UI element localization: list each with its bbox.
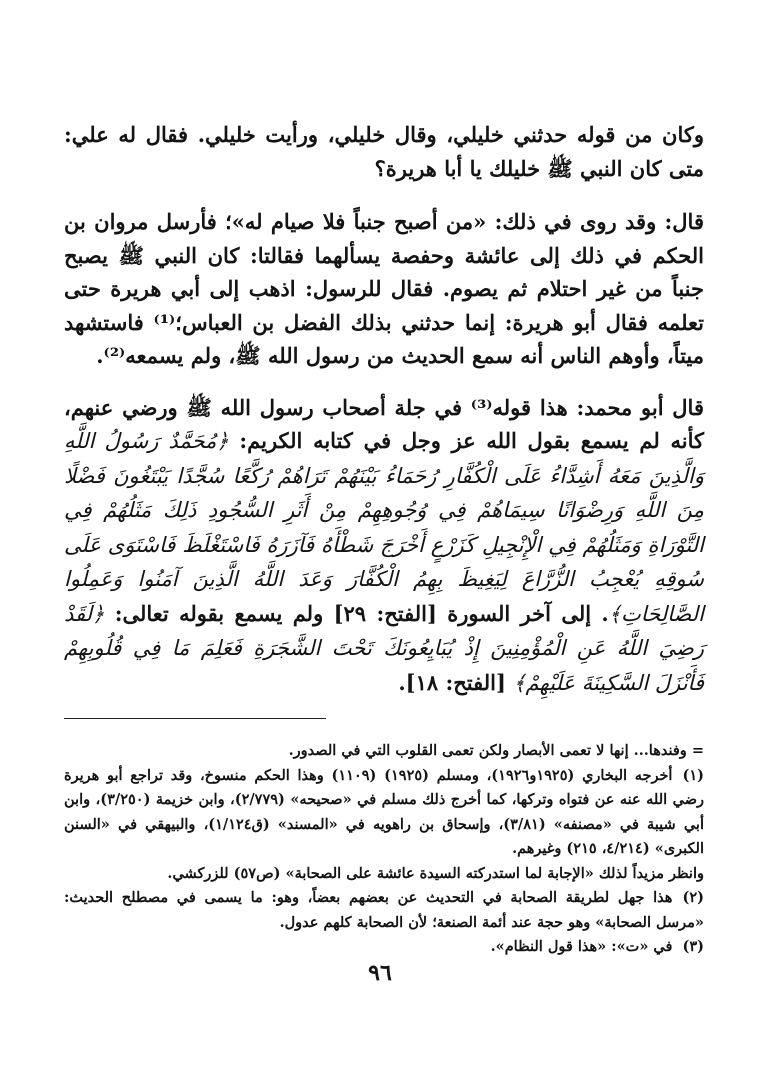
footnote-number: (١) — [682, 766, 705, 784]
paragraph-3-intro: قال أبو محمد: هذا قوله⁽³⁾ في جلة أصحاب رسول الله ﷺ ورضي عنهم، كأنه لم يسمع بقول الله عز وجل في كتابه الكريم: — [64, 394, 704, 453]
quran-verse-fath-29: ﴿مُحَمَّدٌ رَسُولُ اللَّهِ وَالَّذِينَ مَعَهُ أَشِدَّاءُ عَلَى الْكُفَّارِ رُحَمَاءُ بَيْنَهُمْ تَرَاهُمْ رُكَّعًا سُجَّدًا يَبْتَغُونَ فَضْلًا مِنَ اللَّهِ وَرِضْوَانًا سِيمَاهُمْ فِي وُجُوهِهِمْ مِنْ أَثَرِ السُّجُودِ ذَلِكَ مَثَلُهُمْ فِي التَّوْرَاةِ وَمَثَلُهُمْ فِي الْإِنْجِيلِ كَزَرْعٍ أَخْرَجَ شَطْأَهُ فَآزَرَهُ فَاسْتَغْلَظَ فَاسْتَوَى عَلَى سُوقِهِ يُعْجِبُ الزُّرَّاعَ لِيَغِيظَ بِهِمُ الْكُفَّارَ وَعَدَ اللَّهُ الَّذِينَ آمَنُوا وَعَمِلُوا الصَّالِحَاتِ﴾ — [64, 429, 705, 626]
footnote-1-continued — [64, 862, 704, 887]
page-number: ٩٦ — [368, 960, 392, 986]
footnote-number: (٣) — [682, 938, 704, 955]
footnote-text: = وفندها... إنها لا تعمى الأبصار ولكن تعمى القلوب التي في الصدور. — [288, 742, 704, 759]
footnote-text: في «ت»: «هذا قول النظام». — [490, 938, 673, 955]
footnote-2 — [64, 886, 704, 935]
footnote-text: أخرجه البخاري (١٩٢٥و١٩٢٦)، ومسلم (١٩٢٥) (١١٠٩) وهذا الحكم منسوخ، وقد تراجع أبو هريرة رضي الله عنه عن فتواه وتركها، كما أخرج ذلك مسلم في «صحيحه» (٢/٧٧٩)، وابن خزيمة (٣/٢٥٠)، وابن أبي شيبة في «مصنفه» (٣/٨١)، وإسحاق بن راهويه في «المسند» (ق١/١٢٤)، والبيهقي في «السنن الكبرى» (٤/٢١٤، ٢١٥) وغيرهم. — [64, 766, 705, 857]
footnote-separator — [64, 718, 326, 719]
body-paragraph-3 — [64, 391, 704, 701]
footnote-number: (٢) — [682, 889, 704, 906]
footnote-3 — [64, 935, 704, 960]
footnote-continuation — [64, 739, 704, 764]
paragraph-3-middle: . إلى آخر السورة [الفتح: ٢٩] ولم يسمع بقوله تعالى: — [104, 600, 609, 626]
footnote-text: هذا جهل لطريقة الصحابة في التحديث عن بعضهم بعضاً، وهو: ما يسمى في مصطلح الحديث: «مرسل الصحابة» وهو حجة عند أئمة الصنعة؛ لأن الصحابة كلهم عدول. — [64, 889, 704, 931]
paragraph-3-reference: [الفتح: ١٨]. — [398, 669, 514, 695]
footnote-text: وانظر مزيداً لذلك «الإجابة لما استدركته السيدة عائشة على الصحابة» (ص٥٧) للزركشي. — [167, 864, 704, 882]
body-paragraph-2: قال: وقد روى في ذلك: «من أصبح جنباً فلا صيام له»؛ فأرسل مروان بن الحكم في ذلك إلى عائشة وحفصة يسألهما فقالتا: كان النبي ﷺ يصبح جنباً من غير احتلام ثم يصوم. فقال للرسول: اذهب إلى أبي هريرة حتى تعلمه فقال أبو هريرة: إنما حدثني بذلك الفضل بن العباس؛⁽¹⁾ فاستشهد ميتاً، وأوهم الناس أنه سمع الحديث من رسول الله ﷺ، ولم يسمعه⁽²⁾. — [64, 209, 704, 368]
quran-verse-fath-18: ﴿لَقَدْ رَضِيَ اللَّهُ عَنِ الْمُؤْمِنِينَ إِذْ يُبَايِعُونَكَ تَحْتَ الشَّجَرَةِ فَعَلِمَ مَا فِي قُلُوبِهِمْ فَأَنْزَلَ السَّكِينَةَ عَلَيْهِمْ﴾ — [64, 601, 704, 695]
footnote-1 — [64, 764, 704, 862]
footnotes — [64, 739, 704, 960]
body-paragraph-1: وكان من قوله حدثني خليلي، وقال خليلي، ورأيت خليلي. فقال له علي: متى كان النبي ﷺ خليلك يا أبا هريرة؟ — [64, 122, 704, 181]
